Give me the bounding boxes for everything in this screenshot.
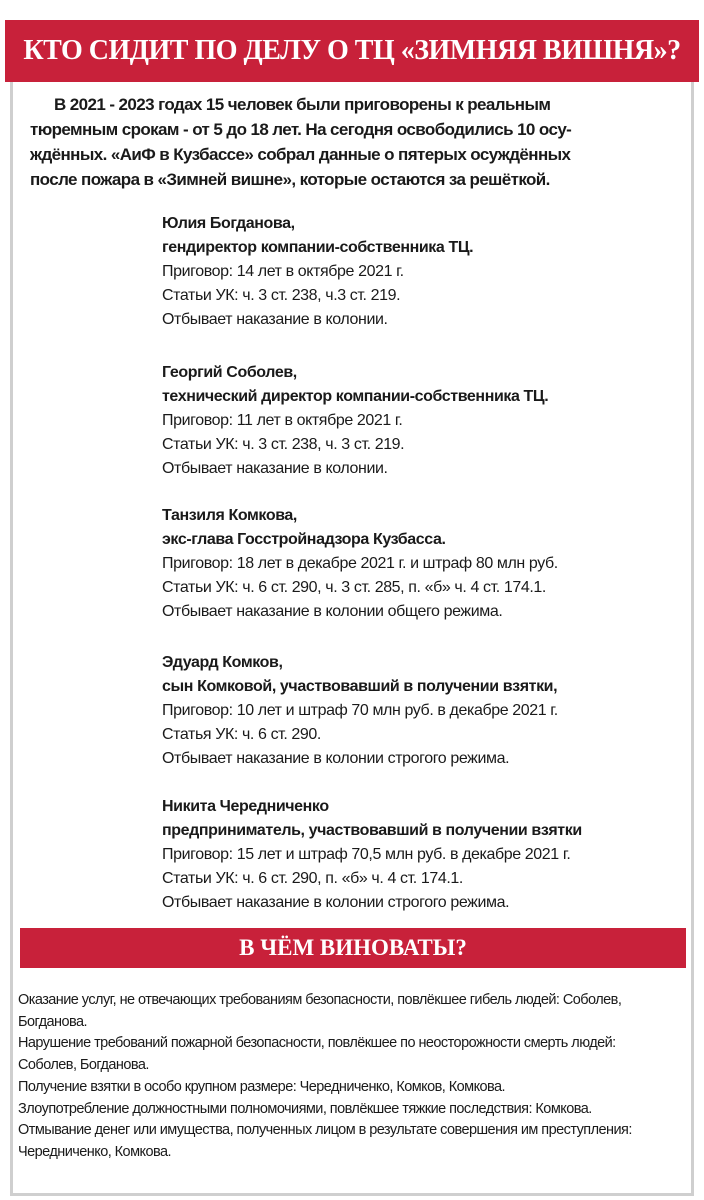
convict-status: Отбывает наказание в колонии. (162, 311, 388, 328)
convict-role: технический директор компании-собственника ТЦ. (162, 388, 549, 405)
convict-status: Отбывает наказание в колонии. (162, 460, 388, 477)
convict-entry (162, 212, 682, 332)
charge-line: Получение взятки в особо крупном размере: Чередниченко, Комков, Комкова. (18, 1078, 506, 1095)
charge-line: Оказание услуг, не отвечающих требованиям безопасности, повлёкшее гибель людей: Соболев, (18, 992, 622, 1008)
convict-sentence: Приговор: 15 лет и штраф 70,5 млн руб. в декабре 2021 г. (162, 846, 571, 863)
intro-line: ждённых. «АиФ в Кузбассе» собрал данные о пятерых осуждённых (30, 145, 571, 164)
charge-line: Отмывание денег или имущества, полученных лицом в результате совершения им преступления: (18, 1122, 632, 1139)
convict-entry (162, 651, 682, 771)
convict-name: Георгий Соболев, (162, 364, 297, 381)
charge-line: Соболев, Богданова. (18, 1057, 149, 1074)
convict-status: Отбывает наказание в колонии строгого режима. (162, 894, 510, 911)
convict-sentence: Приговор: 11 лет в октябре 2021 г. (162, 412, 403, 429)
charge-line: Нарушение требований пожарной безопасности, повлёкшее по неосторожности смерть людей: (18, 1035, 616, 1052)
convict-status: Отбывает наказание в колонии строгого режима. (162, 750, 510, 767)
charges-list (18, 990, 686, 1164)
intro-line: тюремным срокам - от 5 до 18 лет. На сегодня освободились 10 осу- (30, 120, 572, 139)
convict-articles: Статьи УК: ч. 3 ст. 238, ч. 3 ст. 219. (162, 436, 405, 453)
convict-name: Никита Чередниченко (162, 798, 329, 815)
convict-articles: Статьи УК: ч. 6 ст. 290, п. «б» ч. 4 ст. 174.1. (162, 870, 463, 887)
convict-role: предприниматель, участвовавший в получении взятки (162, 822, 582, 839)
charge-line: Злоупотребление должностными полномочиями, повлёкшее тяжкие последствия: Комкова. (18, 1100, 592, 1117)
charge-line: Чередниченко, Комкова. (18, 1143, 171, 1160)
convict-articles: Статьи УК: ч. 3 ст. 238, ч.3 ст. 219. (162, 287, 401, 304)
convict-name: Юлия Богданова, (162, 215, 295, 232)
convict-entry (162, 795, 682, 915)
convict-status: Отбывает наказание в колонии общего режима. (162, 603, 503, 620)
convict-sentence: Приговор: 14 лет в октябре 2021 г. (162, 263, 404, 280)
charge-line: Богданова. (18, 1013, 87, 1030)
convict-sentence: Приговор: 18 лет в декабре 2021 г. и штраф 80 млн руб. (162, 555, 558, 572)
convict-role: экс-глава Госстройнадзора Кузбасса. (162, 531, 446, 548)
convict-role: гендиректор компании-собственника ТЦ. (162, 239, 474, 256)
page-title: КТО СИДИТ ПО ДЕЛУ О ТЦ «ЗИМНЯЯ ВИШНЯ»? (5, 20, 699, 82)
intro-line: В 2021 - 2023 годах 15 человек были приговорены к реальным (54, 95, 551, 114)
convict-entry (162, 504, 682, 624)
intro-line: после пожара в «Зимней вишне», которые остаются за решёткой. (30, 170, 550, 189)
convict-name: Эдуард Комков, (162, 654, 283, 671)
convict-sentence: Приговор: 10 лет и штраф 70 млн руб. в декабре 2021 г. (162, 702, 558, 719)
intro-paragraph (30, 92, 680, 192)
convict-entry (162, 361, 682, 481)
section-heading: В ЧЁМ ВИНОВАТЫ? (20, 928, 686, 968)
convict-role: сын Комковой, участвовавший в получении взятки, (162, 678, 558, 695)
convict-articles: Статьи УК: ч. 6 ст. 290, ч. 3 ст. 285, п. «б» ч. 4 ст. 174.1. (162, 579, 546, 596)
convict-name: Танзиля Комкова, (162, 507, 297, 524)
convict-articles: Статья УК: ч. 6 ст. 290. (162, 726, 321, 743)
